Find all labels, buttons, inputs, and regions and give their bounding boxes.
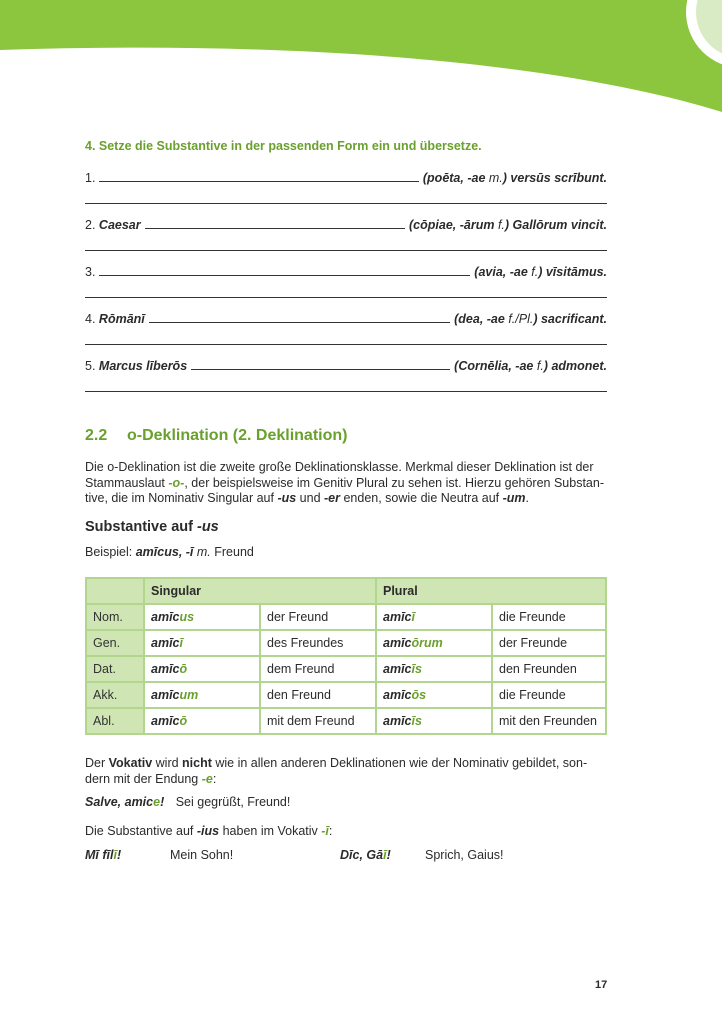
table-row: Abl. amīcō mit dem Freund amīcīs mit den Freunden [86,708,606,734]
answer-blank[interactable] [145,228,405,229]
table-header-row [86,578,606,604]
header-plural: Plural [376,578,606,604]
table-row: Gen. amīcī des Freundes amīcōrum der Freunde [86,630,606,656]
table-row: Dat. amīcō dem Freund amīcīs den Freunden [86,656,606,682]
vocative-explanation: Der Vokativ wird nicht wie in allen anderen Deklinationen wie der Nominativ gebildet, son- dern mit der Endung -e: [85,756,588,786]
ius-example-1-translation: Mein Sohn! [170,848,234,862]
ius-example-1: Mī fīlī! [85,848,122,862]
answer-blank[interactable] [149,322,450,323]
answer-line[interactable] [85,250,607,251]
answer-line[interactable] [85,297,607,298]
subsection-heading: Substantive auf -us [85,519,219,535]
vocative-example: Salve, amice! Sei gegrüßt, Freund! [85,795,291,809]
exercise-row-2: 2. Caesar (cōpiae, -ārum f.) Gallōrum vincit. [85,218,607,232]
ius-example-2: Dīc, Gāī! [340,848,391,862]
table-row: Nom. amīcus der Freund amīcī die Freunde [86,604,606,630]
answer-line[interactable] [85,344,607,345]
exercise-row-4: 4. Rōmānī (dea, -ae f./Pl.) sacrificant. [85,312,607,326]
page-number: 17 [595,979,608,991]
answer-blank[interactable] [99,181,418,182]
declension-table [85,577,607,735]
ius-rule: Die Substantive auf -ius haben im Vokativ -ī: [85,824,333,838]
ius-example-2-translation: Sprich, Gaius! [425,848,504,862]
section-intro: Die o-Deklination ist die zweite große Deklinationsklasse. Merkmal dieser Deklination ist der Stammauslaut -o-, der beispielsweise im Genitiv Plural zu sehen ist. Hierzu gehören Substan- tive, die im Nominativ Singular auf -us und -er enden, sowie die Neutra auf -um. [85,460,604,505]
table-row: Akk. amīcum den Freund amīcōs die Freunde [86,682,606,708]
exercise-row-1: 1. (poēta, -ae m.) versūs scrībunt. [85,171,607,185]
exercise-title: 4. Setze die Substantive in der passenden Form ein und übersetze. [85,139,482,153]
section-heading: 2.2 o-Deklination (2. Deklination) [85,427,348,444]
exercise-row-5: 5. Marcus līberōs (Cornēlia, -ae f.) admonet. [85,359,607,373]
answer-blank[interactable] [191,369,450,370]
header-singular: Singular [144,578,376,604]
answer-line[interactable] [85,391,607,392]
answer-blank[interactable] [99,275,470,276]
header-green-swoosh [0,0,722,120]
exercise-row-3: 3. (avia, -ae f.) vīsitāmus. [85,265,607,279]
example-line: Beispiel: amīcus, -ī m. Freund [85,545,254,559]
answer-line[interactable] [85,203,607,204]
